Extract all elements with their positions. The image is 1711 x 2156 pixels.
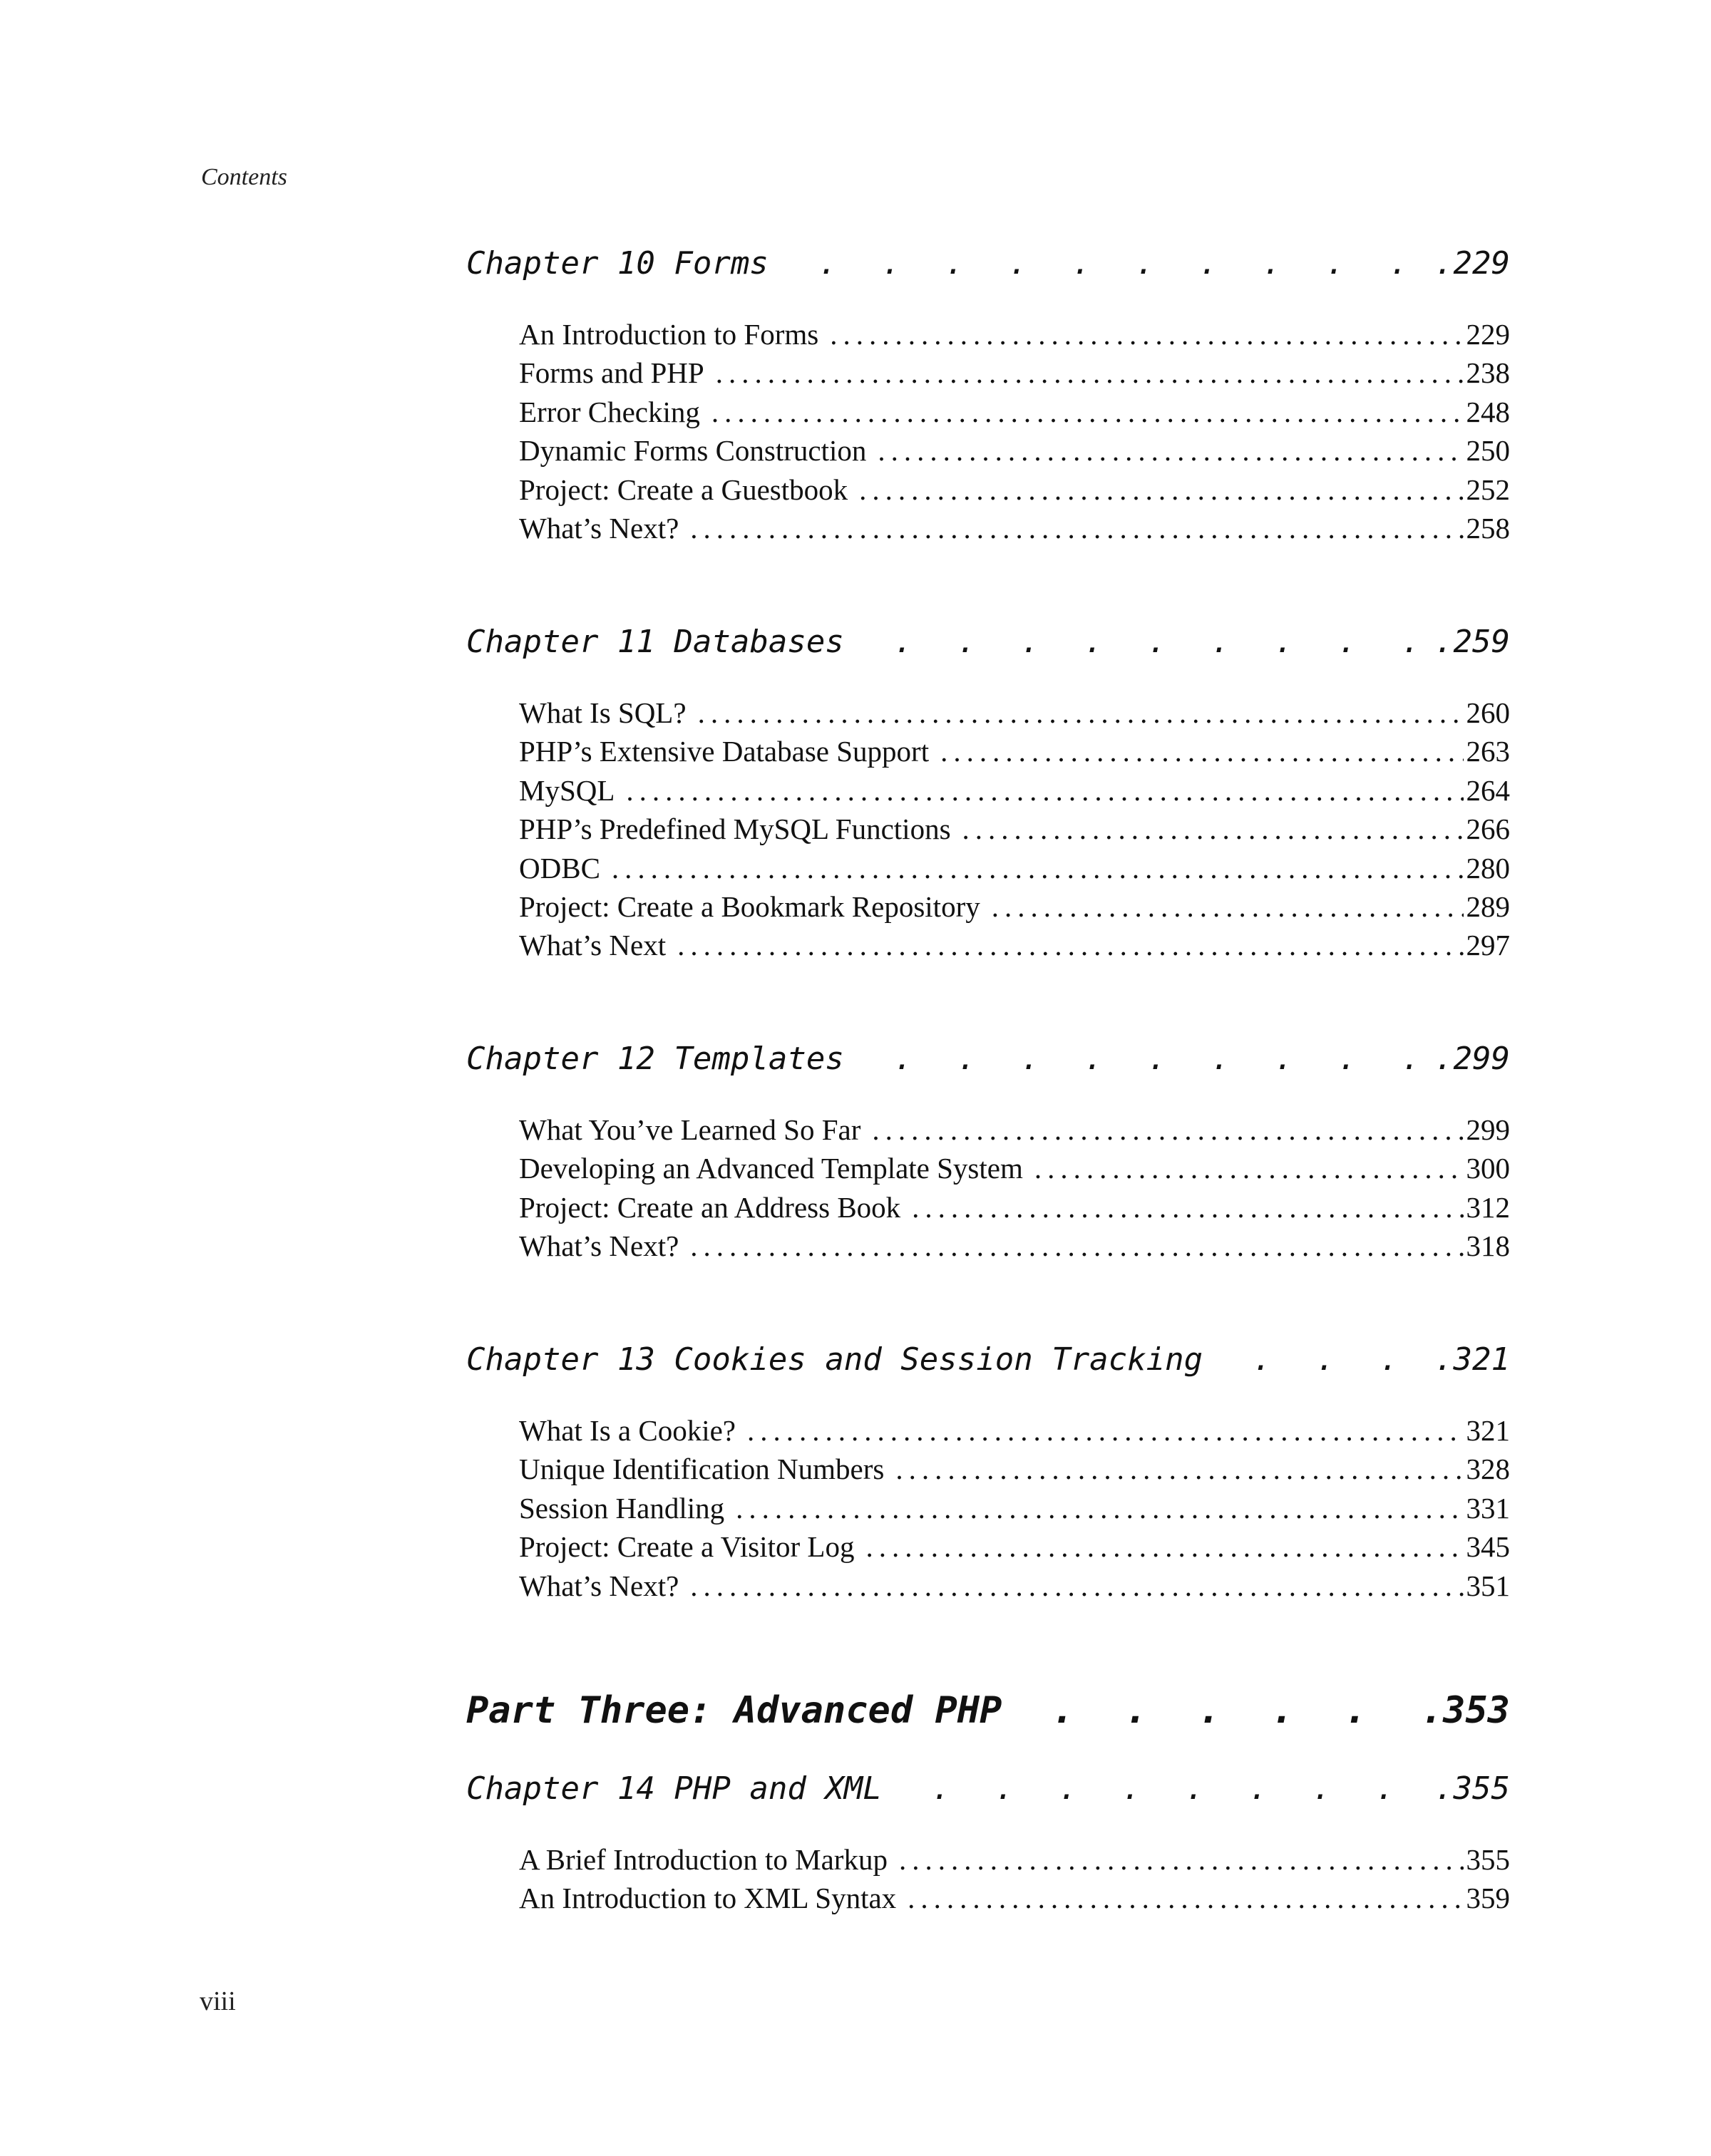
section-entry[interactable] — [519, 926, 1510, 964]
section-entry[interactable] — [519, 887, 1510, 926]
section-page: 229 — [1466, 318, 1510, 351]
chapter-heading[interactable] — [466, 242, 1510, 285]
dot-leader — [818, 242, 1430, 285]
section-title: What’s Next? — [519, 1229, 679, 1263]
section-title: Unique Identification Numbers — [519, 1453, 885, 1486]
dot-leader — [894, 621, 1430, 664]
section-entry[interactable] — [519, 470, 1510, 509]
chapter-14 — [466, 1768, 1510, 1918]
section-page: 250 — [1466, 434, 1510, 468]
dot-leader — [736, 1489, 1463, 1527]
section-entry[interactable] — [519, 354, 1510, 392]
section-page: 328 — [1466, 1453, 1510, 1486]
section-entry[interactable] — [519, 1489, 1510, 1527]
dot-leader — [677, 926, 1463, 964]
dot-leader — [1034, 1149, 1464, 1187]
section-page: 280 — [1466, 851, 1510, 884]
section-entry[interactable] — [519, 431, 1510, 470]
chapter-title: Chapter 11 Databases — [466, 624, 844, 660]
section-title: Project: Create a Visitor Log — [519, 1530, 855, 1564]
dot-leader — [872, 1110, 1463, 1149]
dot-leader — [908, 1879, 1463, 1917]
section-entry[interactable] — [519, 315, 1510, 354]
section-title: ODBC — [519, 851, 600, 884]
dot-leader — [1253, 1339, 1430, 1381]
chapter-13 — [466, 1339, 1510, 1605]
section-title: What Is a Cookie? — [519, 1414, 736, 1447]
part-title: Part Three: Advanced PHP — [466, 1689, 1002, 1732]
chapter-page: .299 — [1434, 1041, 1510, 1077]
section-title: What’s Next — [519, 929, 667, 962]
section-title: What You’ve Learned So Far — [519, 1113, 861, 1146]
section-page: 331 — [1466, 1491, 1510, 1525]
dot-leader — [895, 1450, 1463, 1488]
dot-leader — [992, 887, 1464, 926]
section-title: PHP’s Predefined MySQL Functions — [519, 813, 951, 846]
section-title: Forms and PHP — [519, 356, 704, 390]
section-entry[interactable] — [519, 393, 1510, 431]
dot-leader — [940, 732, 1463, 770]
dot-leader — [899, 1840, 1464, 1879]
section-title: What Is SQL? — [519, 696, 687, 729]
dot-leader — [932, 1768, 1430, 1810]
dot-leader — [690, 1227, 1463, 1265]
section-page: 258 — [1466, 511, 1510, 545]
section-list — [466, 315, 1510, 547]
chapter-12 — [466, 1038, 1510, 1266]
section-title: An Introduction to XML Syntax — [519, 1882, 897, 1915]
running-head: Contents — [201, 164, 287, 190]
section-page: 238 — [1466, 356, 1510, 390]
section-title: What’s Next? — [519, 1569, 679, 1602]
dot-leader — [1052, 1686, 1416, 1735]
section-page: 252 — [1466, 473, 1510, 506]
chapter-page: .321 — [1434, 1341, 1510, 1378]
section-title: A Brief Introduction to Markup — [519, 1843, 888, 1876]
section-entry[interactable] — [519, 1110, 1510, 1149]
section-title: MySQL — [519, 773, 615, 807]
section-entry[interactable] — [519, 1840, 1510, 1879]
section-entry[interactable] — [519, 1411, 1510, 1450]
section-entry[interactable] — [519, 1188, 1510, 1227]
section-title: An Introduction to Forms — [519, 318, 819, 351]
dot-leader — [716, 354, 1464, 392]
chapter-10 — [466, 242, 1510, 547]
section-entry[interactable] — [519, 1527, 1510, 1566]
section-page: 318 — [1466, 1229, 1510, 1263]
section-page: 297 — [1466, 929, 1510, 962]
section-page: 266 — [1466, 813, 1510, 846]
section-title: Project: Create a Bookmark Repository — [519, 889, 980, 923]
section-page: 312 — [1466, 1190, 1510, 1224]
section-title: Session Handling — [519, 1491, 725, 1525]
chapter-title: Chapter 10 Forms — [466, 245, 769, 282]
part-three — [466, 1686, 1510, 1735]
section-entry[interactable] — [519, 732, 1510, 770]
chapter-heading[interactable] — [466, 1768, 1510, 1810]
dot-leader — [690, 1567, 1463, 1605]
dot-leader — [962, 810, 1464, 848]
section-list — [466, 1110, 1510, 1266]
section-entry[interactable] — [519, 1149, 1510, 1187]
dot-leader — [612, 849, 1464, 887]
section-page: 359 — [1466, 1882, 1510, 1915]
section-list — [466, 1411, 1510, 1605]
chapter-page: .229 — [1434, 245, 1510, 282]
section-entry[interactable] — [519, 849, 1510, 887]
section-page: 355 — [1466, 1843, 1510, 1876]
chapter-11 — [466, 621, 1510, 965]
chapter-title: Chapter 12 Templates — [466, 1041, 844, 1077]
section-title: Error Checking — [519, 395, 700, 428]
dot-leader — [690, 509, 1463, 547]
section-page: 264 — [1466, 773, 1510, 807]
part-page: .353 — [1420, 1689, 1510, 1732]
section-page: 248 — [1466, 395, 1510, 428]
section-entry[interactable] — [519, 1567, 1510, 1605]
section-list — [466, 1840, 1510, 1918]
section-entry[interactable] — [519, 1879, 1510, 1917]
section-title: Project: Create an Address Book — [519, 1190, 901, 1224]
chapter-heading[interactable] — [466, 621, 1510, 664]
section-title: PHP’s Extensive Database Support — [519, 735, 930, 768]
section-title: Project: Create a Guestbook — [519, 473, 848, 506]
chapter-heading[interactable] — [466, 1038, 1510, 1080]
chapter-page: .355 — [1434, 1770, 1510, 1807]
dot-leader — [878, 431, 1463, 470]
chapter-title: Chapter 14 PHP and XML — [466, 1770, 882, 1807]
dot-leader — [830, 315, 1463, 354]
section-page: 263 — [1466, 735, 1510, 768]
chapter-title: Chapter 13 Cookies and Session Tracking — [466, 1341, 1203, 1378]
section-page: 300 — [1466, 1152, 1510, 1185]
dot-leader — [711, 393, 1464, 431]
dot-leader — [626, 771, 1463, 810]
dot-leader — [698, 693, 1464, 732]
section-page: 351 — [1466, 1569, 1510, 1602]
section-title: Dynamic Forms Construction — [519, 434, 867, 468]
dot-leader — [912, 1188, 1463, 1227]
dot-leader — [865, 1527, 1463, 1566]
chapter-page: .259 — [1434, 624, 1510, 660]
section-entry[interactable] — [519, 693, 1510, 732]
section-entry[interactable] — [519, 1227, 1510, 1265]
section-page: 321 — [1466, 1414, 1510, 1447]
dot-leader — [747, 1411, 1464, 1450]
part-heading[interactable] — [466, 1686, 1510, 1735]
chapter-heading[interactable] — [466, 1339, 1510, 1381]
section-title: Developing an Advanced Template System — [519, 1152, 1023, 1185]
dot-leader — [894, 1038, 1430, 1080]
section-page: 345 — [1466, 1530, 1510, 1564]
dot-leader — [859, 470, 1463, 509]
section-page: 260 — [1466, 696, 1510, 729]
section-list — [466, 693, 1510, 965]
section-entry[interactable] — [519, 509, 1510, 547]
section-title: What’s Next? — [519, 511, 679, 545]
section-page: 299 — [1466, 1113, 1510, 1146]
section-entry[interactable] — [519, 771, 1510, 810]
section-entry[interactable] — [519, 1450, 1510, 1488]
section-page: 289 — [1466, 889, 1510, 923]
section-entry[interactable] — [519, 810, 1510, 848]
page-number: viii — [200, 1986, 236, 2016]
